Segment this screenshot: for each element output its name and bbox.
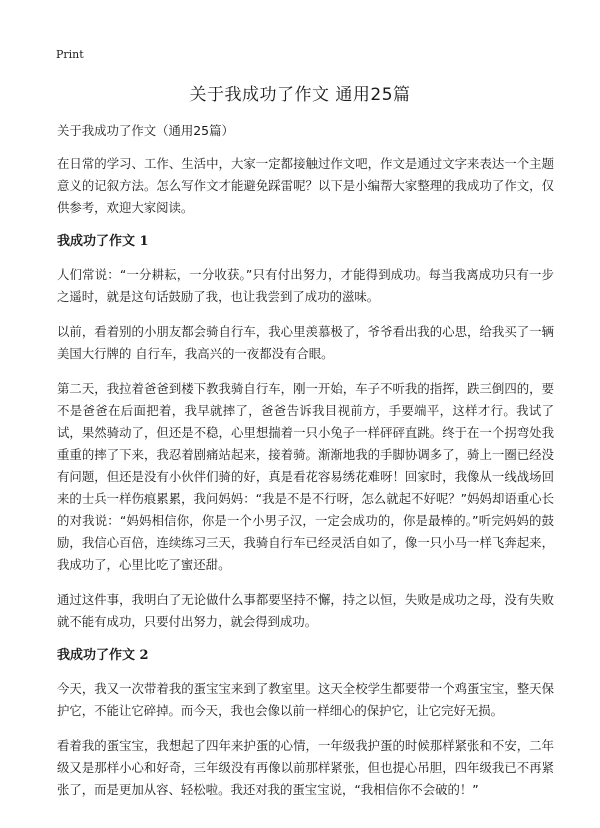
print-link[interactable]: Print bbox=[56, 48, 84, 61]
section-heading: 我成功了作文 1 bbox=[57, 234, 149, 249]
page-title: 关于我成功了作文 通用25篇 bbox=[189, 85, 411, 105]
section-paragraph: 看着我的蛋宝宝，我想起了四年来护蛋的心情，一年级我护蛋的时候那样紧张和不安，二年级又是那样小心和好奇，三年级没有再像以前那样紧张，但也提心吊胆，四年级我已不再紧张了，而是更加从容、轻松啦。我还对我的蛋宝宝说，“我相信你不会破的！” bbox=[57, 738, 554, 797]
section-paragraph: 人们常说：“一分耕耘，一分收获。”只有付出努力，才能得到成功。每当我离成功只有一步之遥时，就是这句话鼓励了我，也让我尝到了成功的滋味。 bbox=[57, 267, 554, 304]
document-body bbox=[57, 120, 554, 814]
section-heading: 我成功了作文 2 bbox=[57, 648, 149, 663]
document-subtitle: 关于我成功了作文（通用25篇） bbox=[57, 123, 234, 138]
section-paragraph: 以前，看着别的小朋友都会骑自行车，我心里羡慕极了，爷爷看出我的心思，给我买了一辆美国大行牌的 自行车，我高兴的一夜都没有合眼。 bbox=[57, 324, 554, 361]
intro-paragraph: 在日常的学习、工作、生活中，大家一定都接触过作文吧，作文是通过文字来表达一个主题意义的记叙方法。怎么写作文才能避免踩雷呢？以下是小编帮大家整理的我成功了作文，仅供参考，欢迎大家阅读。 bbox=[57, 156, 554, 215]
section-paragraph: 今天，我又一次带着我的蛋宝宝来到了教室里。这天全校学生都要带一个鸡蛋宝宝，整天保护它，不能让它碎掉。而今天，我也会像以前一样细心的保护它，让它完好无损。 bbox=[57, 681, 554, 718]
section-paragraph: 第二天，我拉着爸爸到楼下教我骑自行车，刚一开始，车子不听我的指挥，跌三倒四的，要不是爸爸在后面把着，我早就摔了，爸爸告诉我目视前方，手要端平，这样才行。我试了试，果然骑动了，但还是不稳，心里想揣着一只小兔子一样砰砰直跳。终于在一个拐弯处我重重的摔了下来，我忍着剧痛站起来，接着骑。渐渐地我的手脚协调多了，骑上一圈已经没有问题，但还是没有小伙伴们骑的好，真是看花容易绣花难呀！回家时，我像从一线战场回来的士兵一样伤痕累累，我问妈妈：“我是不是不行呀，怎么就起不好呢？”妈妈却语重心长的对我说：“妈妈相信你，你是一个小男子汉，一定会成功的，你是最棒的。”听完妈妈的鼓励，我信心百倍，连续练习三天，我骑自行车已经灵活自如了，像一只小马一样飞奔起来，我成功了，心里比吃了蜜还甜。 bbox=[57, 381, 554, 572]
section-paragraph: 通过这件事，我明白了无论做什么事都要坚持不懈，持之以恒，失败是成功之母，没有失败就不能有成功，只要付出努力，就会得到成功。 bbox=[57, 592, 554, 629]
